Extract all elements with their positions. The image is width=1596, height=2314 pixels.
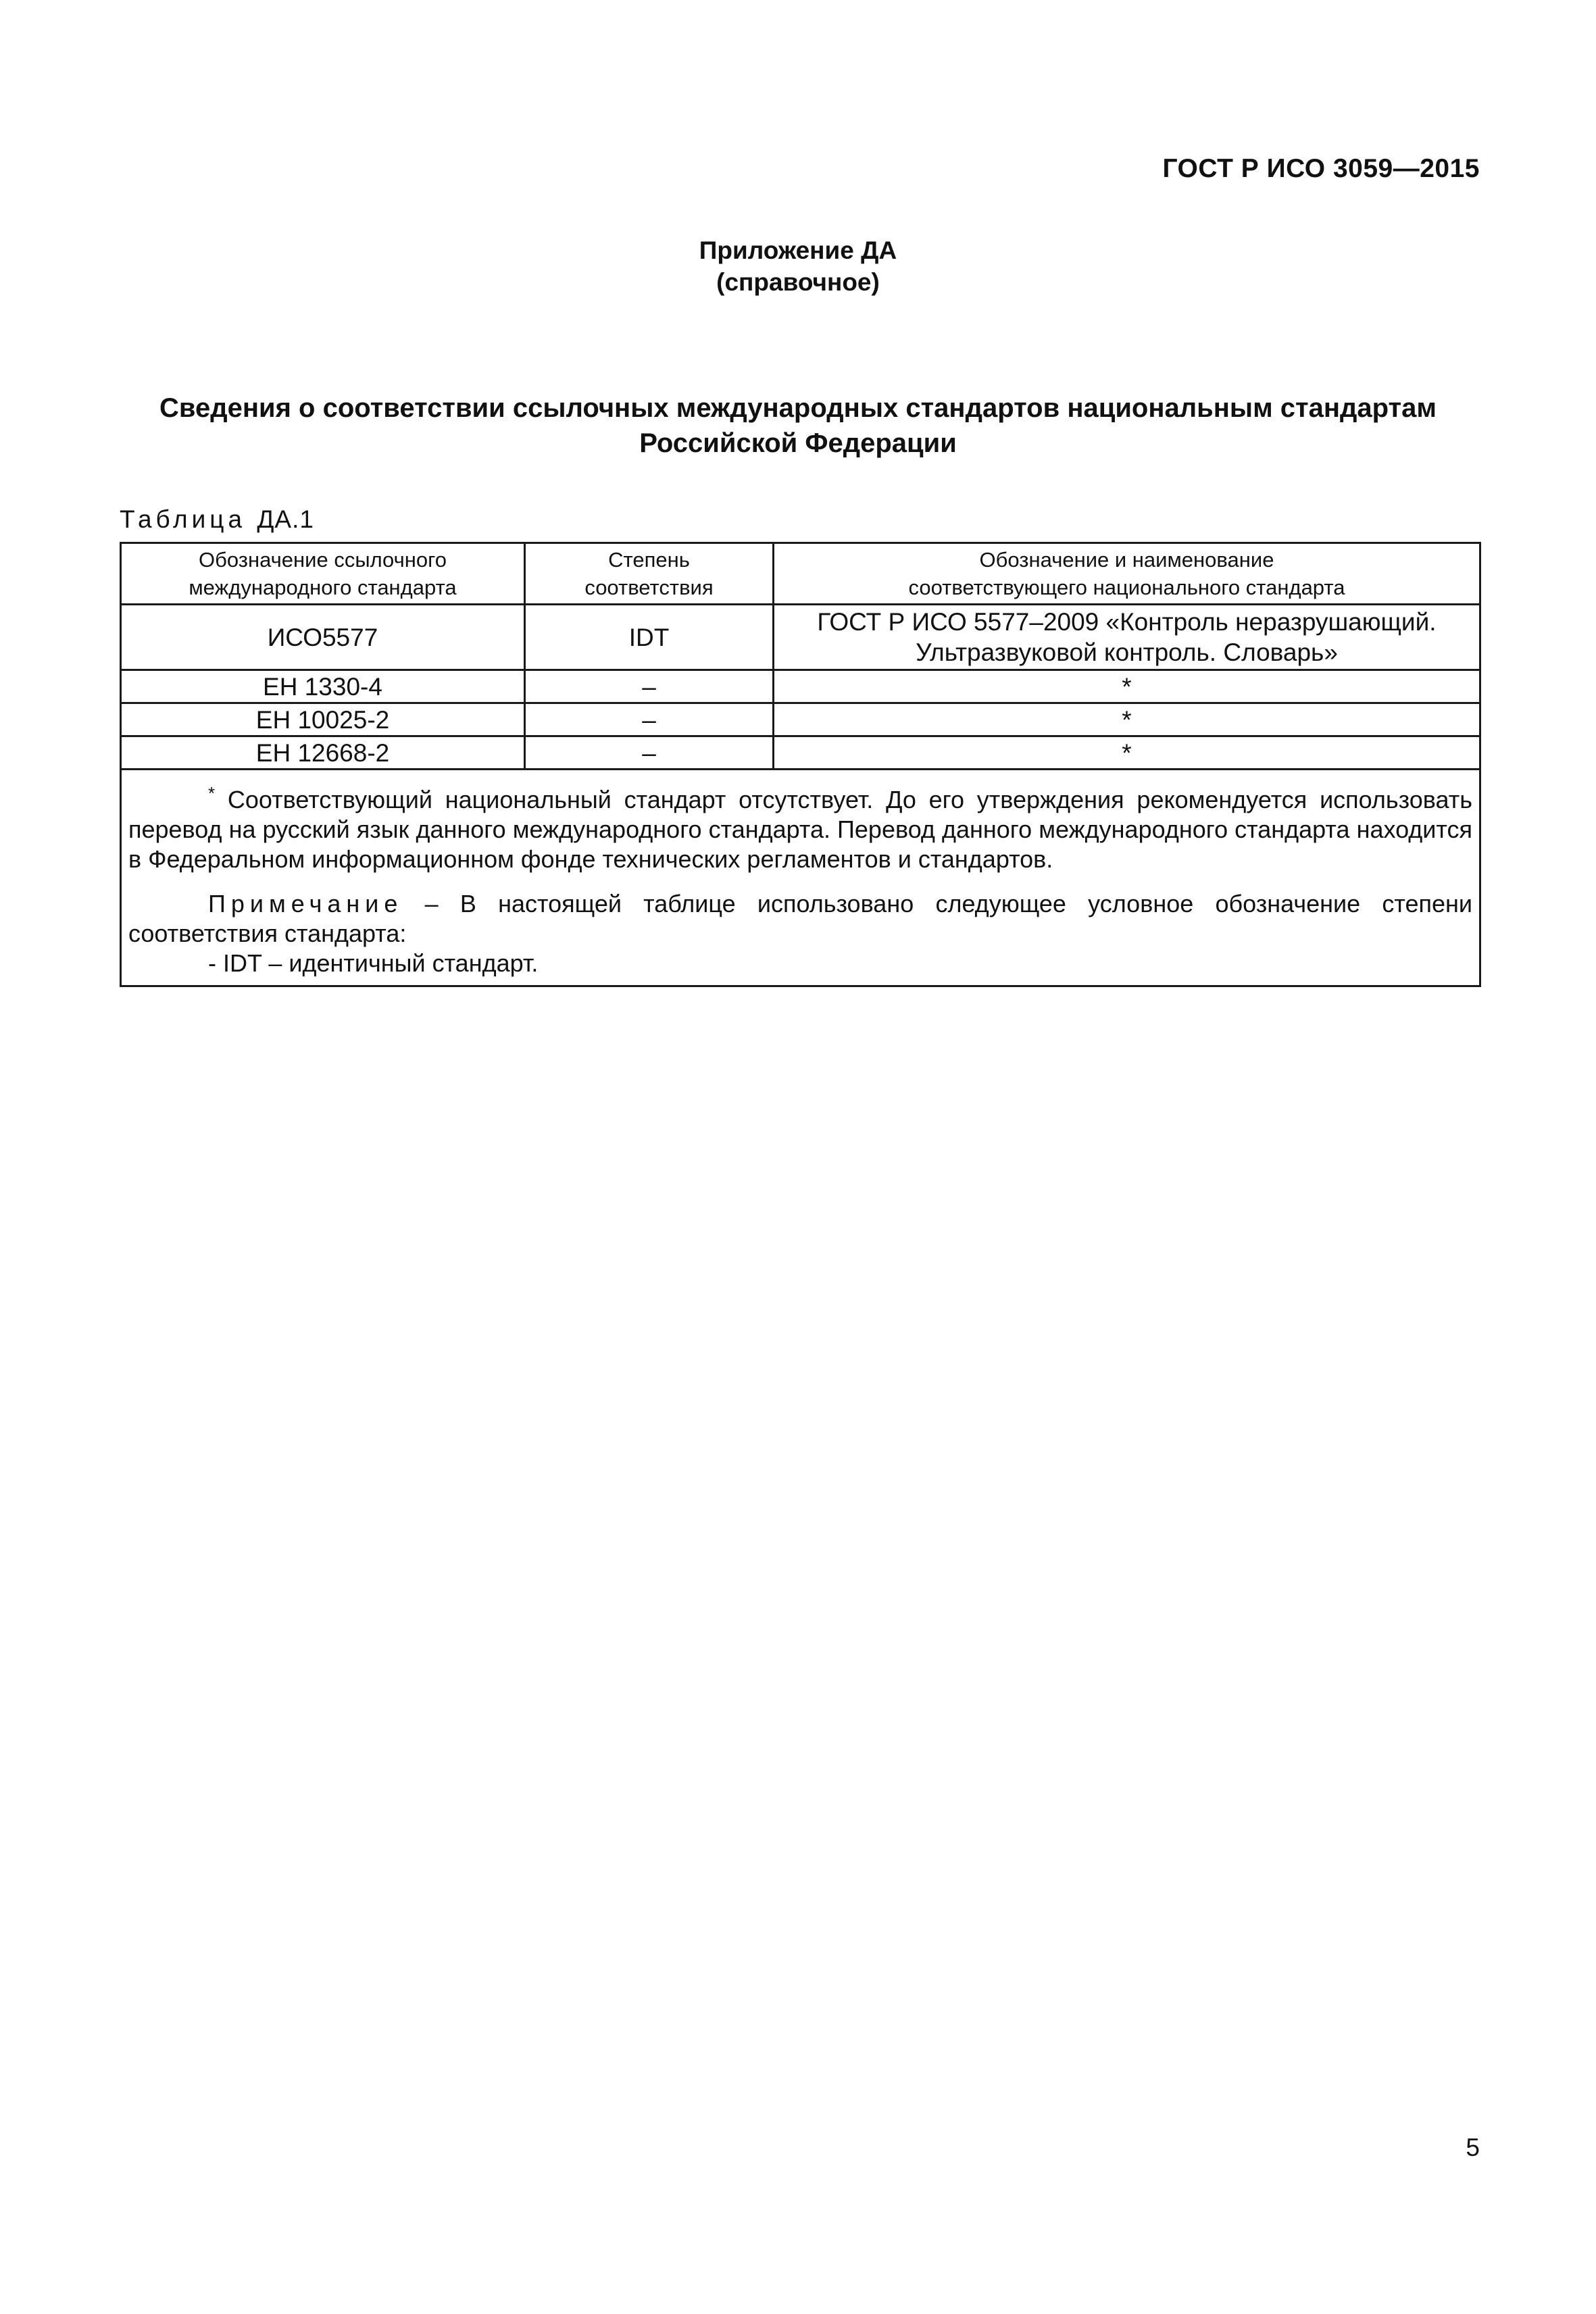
cell-degree: – <box>525 703 774 736</box>
note-list-item: - IDT – идентичный стандарт. <box>208 949 539 977</box>
cell-international-standard: ЕН 1330-4 <box>121 670 525 703</box>
table-note <box>128 889 1472 949</box>
table-caption-label: Таблица <box>120 505 247 533</box>
table-notes-cell <box>121 770 1480 986</box>
footnote-text: Соответствующий национальный стандарт отсутствует. До его утверждения рекомендуется использовать перевод на русский язык данного международного стандарта. Перевод данного международного стандарта находится в Федеральном информационном фонде технических регламентов и стандартов. <box>128 786 1472 873</box>
table-row <box>121 736 1480 770</box>
table-row <box>121 670 1480 703</box>
national-standard-line: Ультразвуковой контроль. Словарь» <box>916 638 1338 666</box>
cell-international-standard: ЕН 12668-2 <box>121 736 525 770</box>
footnote-mark: * <box>208 783 216 803</box>
cell-national-standard: * <box>774 703 1480 736</box>
national-standard-line: ГОСТ Р ИСО 5577–2009 «Контроль неразрушающий. <box>817 608 1437 636</box>
page-number: 5 <box>1466 2134 1480 2161</box>
column-header-line: Обозначение и наименование <box>979 548 1274 572</box>
table-row <box>121 605 1480 670</box>
column-header-line: международного стандарта <box>189 576 457 599</box>
cell-national-standard: * <box>774 670 1480 703</box>
table-caption <box>120 505 314 534</box>
appendix-heading <box>0 234 1596 298</box>
column-header-line: соответствующего национального стандарта <box>908 576 1345 599</box>
table-notes-row <box>121 770 1480 986</box>
cell-national-standard: * <box>774 736 1480 770</box>
column-header-line: соответствия <box>584 576 714 599</box>
appendix-subtitle: (справочное) <box>716 268 880 296</box>
cell-national-standard <box>774 605 1480 670</box>
table-footnote <box>128 785 1472 874</box>
note-label: Примечание <box>208 890 403 917</box>
cell-degree: – <box>525 670 774 703</box>
cell-international-standard: ЕН 10025-2 <box>121 703 525 736</box>
cell-international-standard: ИСО5577 <box>121 605 525 670</box>
note-text: – В настоящей таблице использовано следующее условное обозначение степени соответствия стандарта: <box>128 890 1472 947</box>
appendix-title: Приложение ДА <box>699 236 897 264</box>
table-caption-number: ДА.1 <box>257 505 314 533</box>
table-header-row <box>121 543 1480 605</box>
column-header-degree <box>525 543 774 605</box>
column-header-line: Обозначение ссылочного <box>199 548 447 572</box>
column-header-line: Степень <box>608 548 690 572</box>
cell-degree: – <box>525 736 774 770</box>
reference-standards-table <box>120 542 1481 987</box>
column-header-international-standard <box>121 543 525 605</box>
section-title-line1: Сведения о соответствии ссылочных международных стандартов национальным стандартам <box>159 393 1437 423</box>
column-header-national-standard <box>774 543 1480 605</box>
table-row <box>121 703 1480 736</box>
document-code: ГОСТ Р ИСО 3059—2015 <box>1162 154 1480 183</box>
section-title <box>101 391 1495 461</box>
section-title-line2: Российской Федерации <box>639 428 957 458</box>
cell-degree: IDT <box>525 605 774 670</box>
